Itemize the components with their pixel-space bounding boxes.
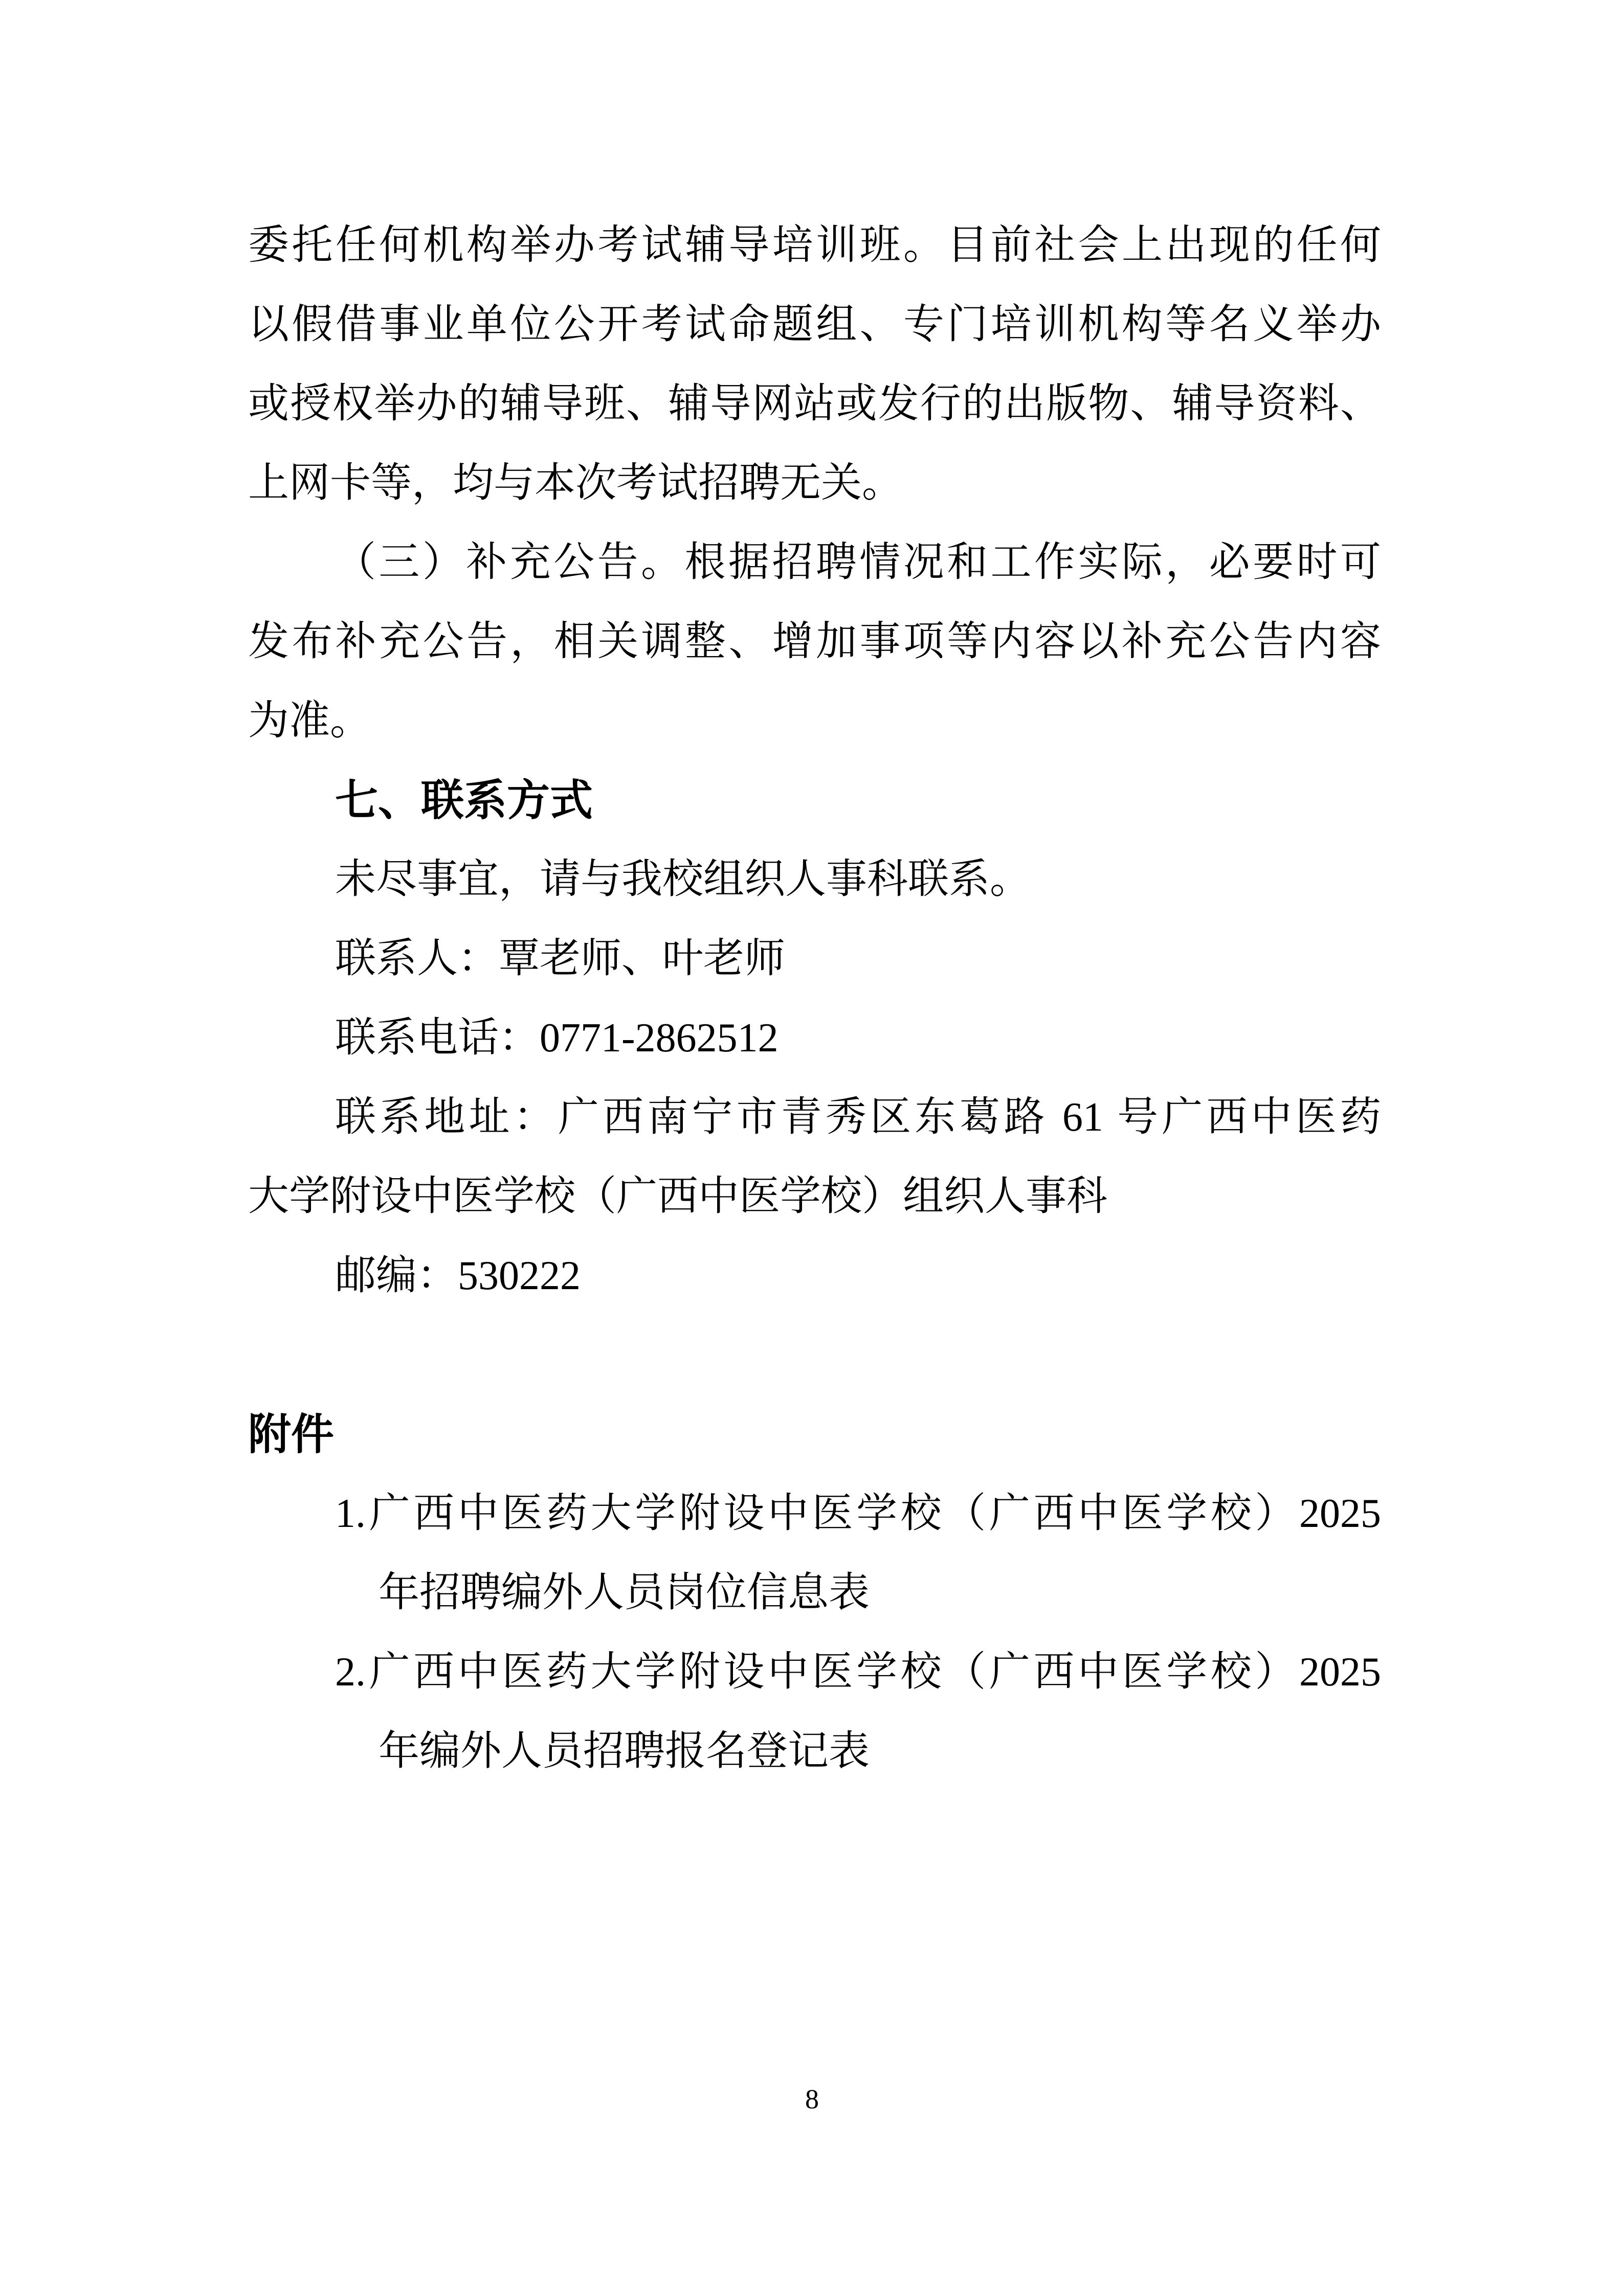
attachment-item-1-line-1: 1.广西中医药大学附设中医学校（广西中医学校）2025 <box>335 1491 1381 1536</box>
contact-postal-line: 邮编：530222 <box>335 1253 581 1298</box>
heading-attachments: 附件 <box>248 1410 335 1458</box>
supplement-notice-line-1: （三）补充公告。根据招聘情况和工作实际，必要时可 <box>335 540 1381 585</box>
contact-address-line-2: 大学附设中医学校（广西中医学校）组织人事科 <box>248 1174 1107 1219</box>
contact-address-line-1: 联系地址：广西南宁市青秀区东葛路 61 号广西中医药 <box>335 1095 1381 1140</box>
blank-line <box>248 1316 1381 1395</box>
contact-intro-line: 未尽事宜，请与我校组织人事科联系。 <box>335 857 1031 902</box>
supplement-notice-line-3: 为准。 <box>248 699 371 744</box>
training-disclaimer-line-4: 上网卡等，均与本次考试招聘无关。 <box>248 461 903 506</box>
page-number: 8 <box>805 2084 819 2114</box>
training-disclaimer-line-3: 或授权举办的辅导班、辅导网站或发行的出版物、辅导资料、 <box>248 381 1381 426</box>
heading-contact-info: 七、联系方式 <box>335 776 593 824</box>
attachment-item-2-line-1: 2.广西中医药大学附设中医学校（广西中医学校）2025 <box>335 1650 1381 1695</box>
supplement-notice-line-2: 发布补充公告，相关调整、增加事项等内容以补充公告内容 <box>248 619 1381 664</box>
training-disclaimer-line-1: 委托任何机构举办考试辅导培训班。目前社会上出现的任何 <box>248 223 1381 268</box>
attachment-item-2-line-2: 年编外人员招聘报名登记表 <box>379 1729 870 1774</box>
training-disclaimer-line-2: 以假借事业单位公开考试命题组、专门培训机构等名义举办 <box>248 302 1381 347</box>
attachment-item-1-line-2: 年招聘编外人员岗位信息表 <box>379 1570 870 1615</box>
document-body <box>248 206 1381 1791</box>
contact-person-line: 联系人：覃老师、叶老师 <box>335 936 785 981</box>
contact-phone-line: 联系电话：0771-2862512 <box>335 1016 778 1061</box>
